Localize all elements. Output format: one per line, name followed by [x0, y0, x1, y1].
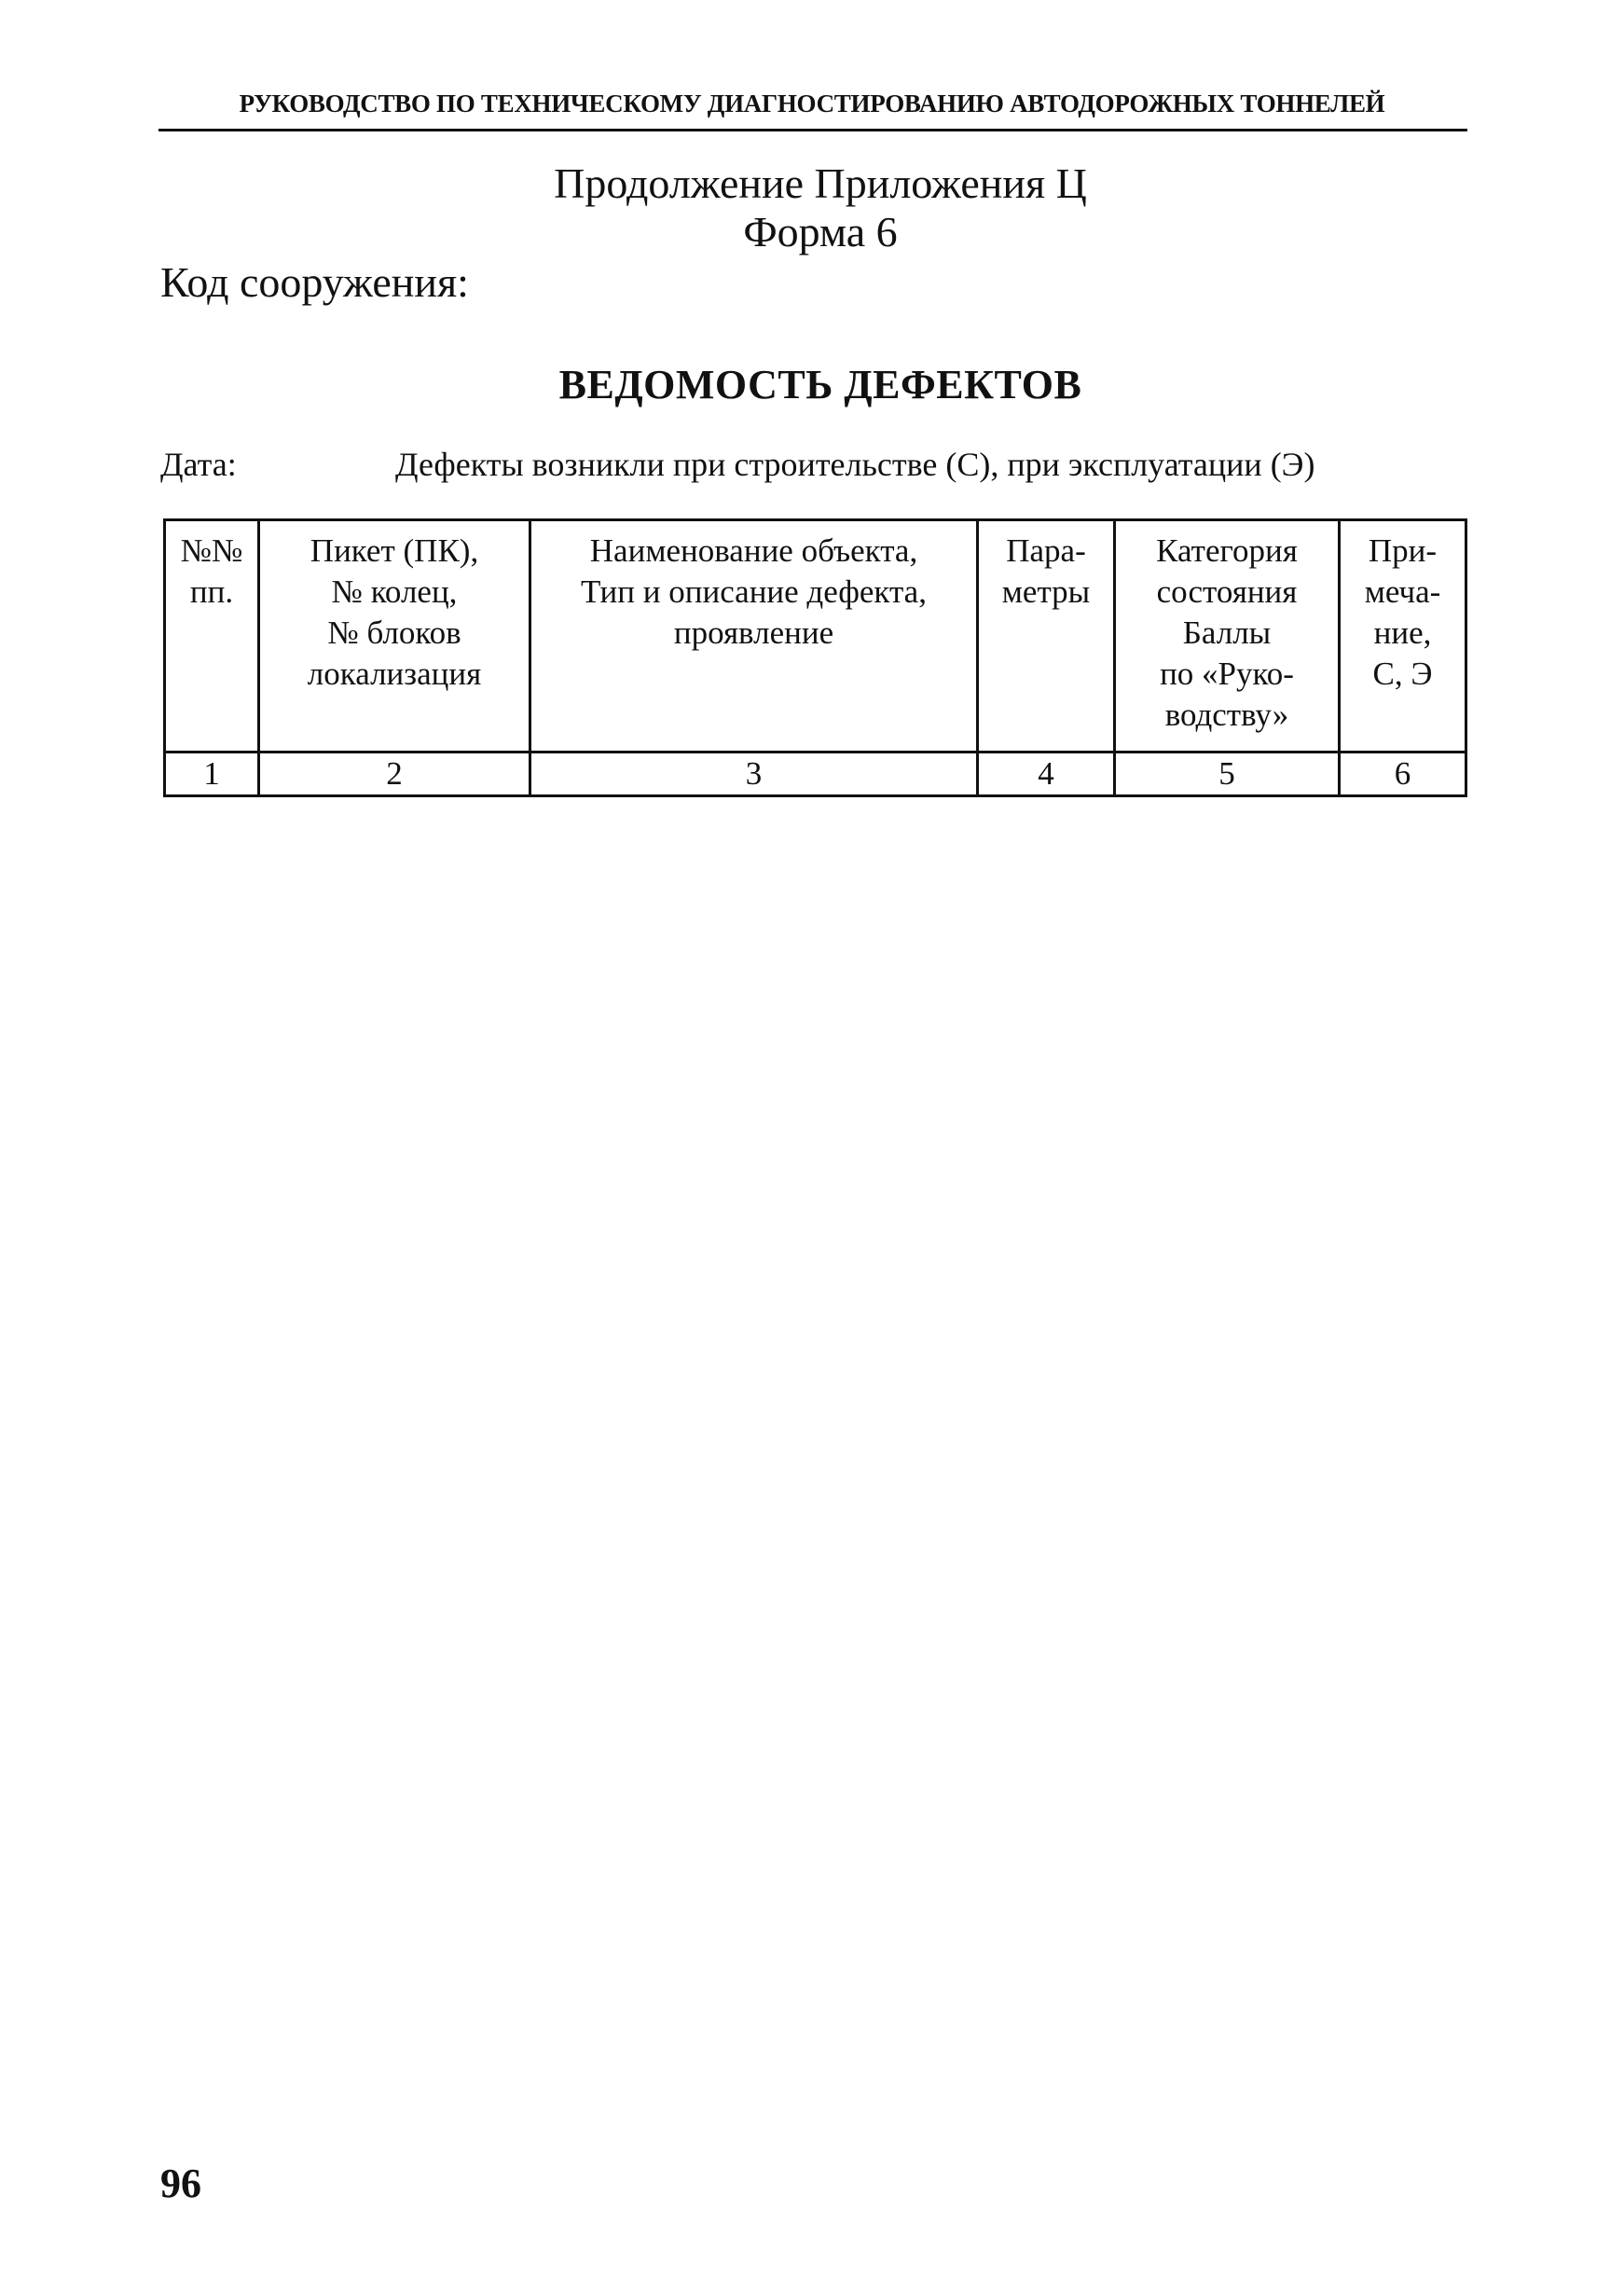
page-number: 96: [160, 2161, 201, 2206]
column-number-cell: 5: [1115, 752, 1340, 796]
column-header-number: №№ пп.: [165, 520, 259, 752]
defect-origin-note: Дефекты возникли при строительстве (С), при эксплуатации (Э): [395, 446, 1315, 483]
column-number-cell: 3: [530, 752, 978, 796]
running-header: РУКОВОДСТВО ПО ТЕХНИЧЕСКОМУ ДИАГНОСТИРОВАНИЮ АВТОДОРОЖНЫХ ТОННЕЛЕЙ: [239, 90, 1385, 117]
form-number: Форма 6: [743, 208, 898, 255]
column-number-cell: 2: [259, 752, 530, 796]
column-number-row: [165, 752, 1466, 796]
column-number-cell: 4: [978, 752, 1115, 796]
structure-code-label: Код сооружения:: [160, 258, 469, 306]
column-header-note: При- меча- ние, С, Э: [1340, 520, 1466, 752]
column-header-picket: Пикет (ПК), № колец, № блоков локализация: [259, 520, 530, 752]
column-number-cell: 1: [165, 752, 259, 796]
header-rule: [158, 129, 1467, 131]
document-title: ВЕДОМОСТЬ ДЕФЕКТОВ: [558, 362, 1082, 407]
date-label: Дата:: [160, 446, 237, 483]
column-number-cell: 6: [1340, 752, 1466, 796]
column-header-defect-description: Наименование объекта, Тип и описание дефекта, проявление: [530, 520, 978, 752]
column-header-parameters: Пара- метры: [978, 520, 1115, 752]
defects-table: [163, 518, 1467, 797]
column-header-condition-category: Категория состояния Баллы по «Руко- водству»: [1115, 520, 1340, 752]
table-header-row: [165, 520, 1466, 752]
appendix-continuation: Продолжение Приложения Ц: [554, 159, 1087, 207]
